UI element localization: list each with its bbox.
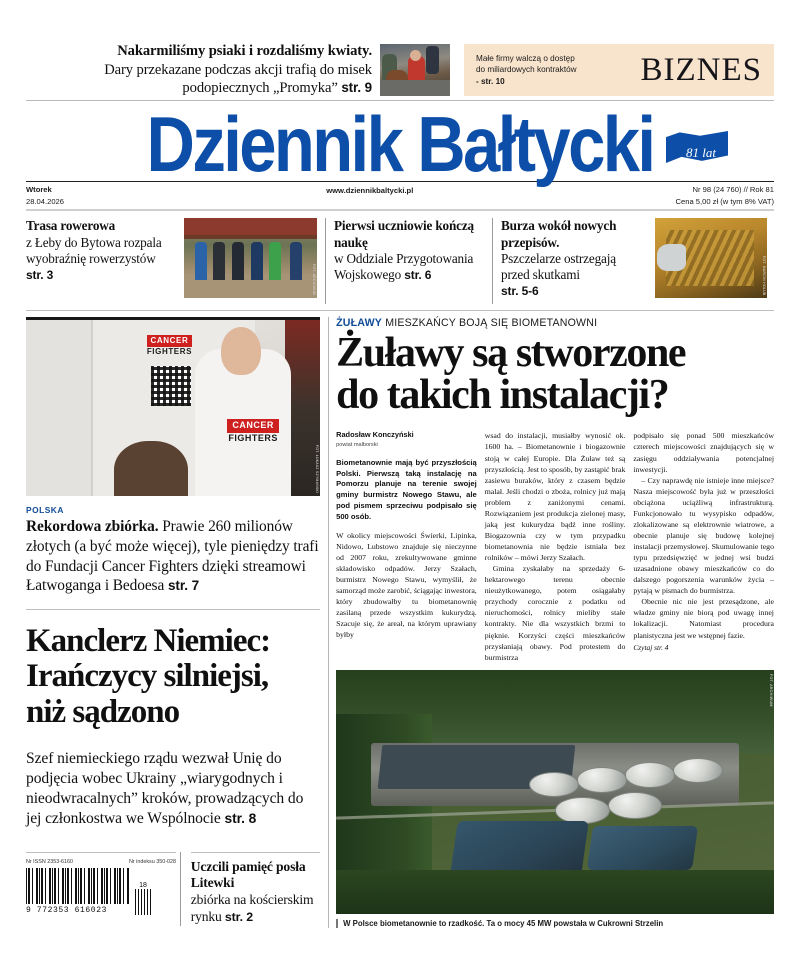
teaser-1-photo bbox=[184, 218, 317, 298]
top-teaser-line1: Nakarmiliśmy psiaki i rozdaliśmy kwiaty. bbox=[117, 43, 372, 60]
footer-teaser-rest: zbiórka na kościerskim rynku bbox=[190, 892, 314, 925]
lead-paragraph: Obecnie nic nie jest przesądzone, ale władze gminy nie biorą pod uwagę innej lokalizacji. Natomiast procedura planistyczna jest we wstępnej fazie. bbox=[633, 597, 774, 640]
photo-digester-tank bbox=[673, 758, 723, 783]
photo-credit: FOT. MARCIN HOLUB bbox=[762, 256, 766, 296]
photo-hand bbox=[657, 244, 686, 271]
teaser-2-page: str. 6 bbox=[404, 267, 432, 282]
polska-bold: Rekordowa zbiórka. bbox=[26, 518, 159, 536]
teaser-1-page: str. 3 bbox=[26, 267, 54, 282]
photo-credit: FOT. ARCHIWUM bbox=[312, 264, 316, 296]
lead-kicker-place: ŻUŁAWY bbox=[336, 317, 383, 330]
photo-person bbox=[269, 242, 281, 280]
photo-digester-tank bbox=[608, 792, 663, 820]
photo-digester-tank bbox=[625, 762, 675, 787]
issue-number-label: Nr 98 (24 760) // Rok 81 bbox=[692, 185, 774, 195]
polska-text-body: Prawie 260 milionów złotych (a być może więcej), tyle pieniędzy trafi do Fundacji Cancer Fighters dzięki streamowi Łatwoganga i Bedoesa bbox=[26, 518, 319, 595]
teaser-1-rest: z Łeby do Bytowa rozpala wyobraźnię rowerzystów bbox=[26, 234, 162, 266]
infobar-rule-bottom bbox=[26, 209, 774, 211]
website-link[interactable]: www.dziennikbaltycki.pl bbox=[326, 186, 414, 196]
lead-body-columns bbox=[336, 430, 774, 662]
anniversary-label: 81 lat bbox=[686, 145, 716, 160]
photo-treeline-bottom bbox=[336, 870, 774, 914]
teaser-item-1[interactable] bbox=[26, 218, 178, 304]
barcode-addon-group bbox=[135, 882, 151, 915]
teaser-2-text bbox=[334, 218, 484, 282]
barcode-container bbox=[26, 868, 176, 915]
kanclerz-lede bbox=[26, 749, 320, 830]
date-label: 28.04.2026 bbox=[26, 196, 65, 206]
footer-teaser[interactable] bbox=[181, 852, 320, 926]
lead-paragraph: W okolicy miejscowości Świerki, Lipinka, Nidowo, Lubstowo znajduje się nieczynne od 2007 roku, zrekultywowane gminne składowisko odpadów. Jerzy Szałach, burmistrz Nowego Stawu, wymyślił, że samorząd może zarobić, ściągając inwestora, który zbudowałby tu biometanownię zasilaną przede wszystkim kukurydzą. Szacuje się, że areał, na którym uprawiany byłby bbox=[336, 530, 477, 640]
section-divider bbox=[26, 310, 774, 311]
photo-digester-tank bbox=[577, 767, 627, 792]
shirt-fighters-text: FIGHTERS bbox=[228, 432, 278, 443]
top-teaser-text[interactable] bbox=[26, 44, 380, 96]
lead-headline[interactable] bbox=[336, 330, 774, 419]
photo-roof bbox=[184, 218, 317, 236]
left-divider bbox=[26, 609, 320, 610]
photo-lagoon bbox=[451, 821, 590, 875]
biznes-page: - str. 10 bbox=[476, 76, 505, 86]
weekday-label: Wtorek bbox=[26, 185, 52, 195]
biznes-line2: do miliardowych kontraktów bbox=[476, 65, 577, 75]
teaser-item-3[interactable] bbox=[501, 218, 774, 304]
top-teaser-page: str. 9 bbox=[341, 80, 372, 96]
issue-price-block bbox=[676, 184, 774, 207]
top-teaser-line2: Dary przekazane podczas akcji trafią do misek bbox=[104, 61, 372, 78]
footer-row bbox=[26, 852, 320, 926]
main-content-grid bbox=[26, 317, 774, 928]
photo-roof-edge bbox=[184, 235, 317, 239]
teaser-item-2[interactable] bbox=[334, 218, 492, 304]
photo-floor bbox=[380, 80, 450, 96]
photo-credit: FOT. ARCHIWUM bbox=[769, 673, 773, 707]
shirt-cancer-text: CANCER bbox=[227, 419, 279, 433]
footer-teaser-page: str. 2 bbox=[224, 910, 253, 925]
top-promo-strip bbox=[0, 0, 800, 96]
photo-person bbox=[232, 242, 244, 280]
kanclerz-page: str. 8 bbox=[224, 811, 257, 827]
caption-text: W Polsce biometanownie to rzadkość. Ta o mocy 45 MW powstała w Cukrowni Strzelin bbox=[343, 918, 664, 928]
lead-column-1 bbox=[336, 430, 477, 662]
barcode-addon-icon bbox=[135, 889, 151, 915]
kanclerz-headline-line3: niż sądzono bbox=[26, 693, 180, 730]
teaser-3-text bbox=[501, 218, 647, 298]
teaser-3-rest: Pszczelarze ostrzegają przed skutkami bbox=[501, 250, 616, 282]
cancer-fighters-logo bbox=[147, 335, 193, 359]
lead-paragraph: – Czy naprawdę nie istnieje inne miejsce? Nasza miejscowość była już w przeszłości obciążona uciążliwą infrastrukturą. Funkcjonowało tu wysypisko odpadów, zlokalizowane są elektrownie wiatrowe, a obecnie planuje się budowę kolejnej instalacji przemysłowej. Skumulowanie tego typu przedsięwzięć w jednej wsi budzi uzasadnione obawy mieszkańców co do dalszego pogorszenia warunków życia – pytają w pismach do burmistrza. bbox=[633, 475, 774, 596]
barcode-block bbox=[26, 852, 176, 926]
lead-paragraph: Gmina zyskałaby na sprzedaży 6-hektarowego terenu obecnie nieużytkowanego, potem osiągałaby przychody corocznie z podatku od nieruchomości, rolnicy mieliby stałe kontrakty. Nie dla wszystkich brzmi to pięknie. Korzyści części mieszkańców przysłaniają obawy. Pod protestem do burmistrza bbox=[484, 564, 626, 662]
polska-teaser[interactable] bbox=[26, 517, 320, 595]
photo-person bbox=[290, 242, 302, 280]
masthead-title: Dziennik Bałtycki bbox=[146, 101, 654, 189]
logo-cancer-text: CANCER bbox=[147, 335, 193, 348]
photo-person bbox=[213, 242, 225, 280]
footer-teaser-divider bbox=[191, 852, 320, 853]
barcode-main-group bbox=[26, 868, 130, 915]
teaser-2-bold: Pierwsi uczniowie kończą naukę bbox=[334, 218, 474, 250]
teaser-3-photo bbox=[655, 218, 767, 298]
lead-story bbox=[336, 317, 774, 928]
qr-code-icon bbox=[151, 366, 191, 406]
kanclerz-headline-line1: Kanclerz Niemiec: bbox=[26, 622, 271, 659]
cancer-fighters-photo bbox=[26, 317, 320, 496]
kanclerz-headline[interactable] bbox=[26, 624, 320, 731]
teaser-3-page: str. 5-6 bbox=[501, 283, 539, 298]
teaser-divider bbox=[492, 218, 493, 304]
biznes-promo-box[interactable] bbox=[464, 44, 774, 96]
photo-second-person bbox=[114, 441, 188, 496]
polska-page: str. 7 bbox=[167, 578, 200, 594]
top-teaser-line3-text: podopiecznych „Promyka” bbox=[182, 80, 338, 97]
issue-date-block bbox=[26, 184, 64, 207]
index-label: Nr indeksu 350-028 bbox=[128, 858, 176, 865]
read-more-link[interactable]: Czytaj str. 4 bbox=[633, 642, 669, 652]
teaser-row bbox=[26, 218, 774, 304]
barcode-icon bbox=[26, 868, 130, 904]
photo-figure bbox=[426, 46, 439, 74]
lead-aerial-photo bbox=[336, 670, 774, 914]
photo-credit: FOT. ŁUKASZ SZYMAŃSKI bbox=[315, 445, 319, 494]
lead-kicker bbox=[336, 317, 774, 329]
photo-person bbox=[251, 242, 263, 280]
issn-label: Nr ISSN 2353-6160 bbox=[26, 858, 74, 865]
biznes-wordmark: BIZNES bbox=[640, 51, 762, 88]
top-teaser-line3 bbox=[26, 79, 372, 98]
photo-person bbox=[195, 242, 207, 280]
teaser-2-rest: w Oddziale Przygotowania Wojskowego bbox=[334, 250, 474, 282]
lead-paragraph: wsad do instalacji, musiałby wynosić ok. 1600 ha. – Biometanownie i biogazownie stoją w całej Europie. Dla Żuław też są przyszłością. Jest to sposób, by zastąpić brak zasiewu buraków, który z czasem będzie malał. Jeśli chodzi o zboża, rolnicy już mają problem z zaniżonymi cenami. Rozwiązaniem jest produkcja zielonej masy, jaką jest kukurydza bądź inne rośliny. Biogazownia czy w tym przypadku biometanownia nie będzie istniała bez rolników – mówi Jerzy Szałach. bbox=[484, 431, 626, 563]
teaser-1-text bbox=[26, 218, 168, 282]
barcode-number: 9 772353 616023 bbox=[26, 905, 108, 915]
footer-divider bbox=[26, 852, 176, 853]
lead-paragraph: podpisało się ponad 500 mieszkańców czterech miejscowości znajdujących się w zasięgu oddziaływania potencjalnej inwestycji. bbox=[633, 431, 774, 474]
photo-figure-head bbox=[410, 50, 421, 61]
lead-headline-line2: do takich instalacji? bbox=[336, 372, 669, 419]
photo-person-head bbox=[221, 327, 261, 375]
lead-headline-line1: Żuławy są stworzone bbox=[336, 330, 686, 377]
teaser-divider bbox=[325, 218, 326, 304]
byline-author: Radosław Konczyński bbox=[336, 430, 414, 440]
left-column bbox=[26, 317, 320, 928]
lead-kicker-rest: MIESZKAŃCY BOJĄ SIĘ BIOMETANOWNI bbox=[385, 317, 598, 330]
lead-standfirst: Biometanownie mają być przyszłością Polski. Pierwszą taką instalację na Pomorzu planuje na terenie swojej gminy burmistrz Nowego Stawu, ale pod pismem sprzeciwu podpisało się 500 osób. bbox=[336, 457, 477, 521]
lead-column-3 bbox=[633, 430, 774, 662]
logo-fighters-text: FIGHTERS bbox=[146, 347, 193, 357]
footer-teaser-text bbox=[191, 859, 320, 926]
biznes-teaser-text bbox=[476, 53, 641, 88]
barcode-suffix: 18 bbox=[139, 881, 147, 889]
photo-lagoon bbox=[587, 826, 698, 870]
teaser-1-bold: Trasa rowerowa bbox=[26, 218, 116, 234]
masthead[interactable] bbox=[0, 101, 800, 189]
byline-role: powiat malborski bbox=[336, 441, 378, 448]
kanclerz-headline-line2: Irańczycy silniejsi, bbox=[26, 658, 269, 695]
polska-kicker: POLSKA bbox=[26, 505, 64, 516]
kanclerz-lede-text: Szef niemieckiego rządu wezwał Unię do podjęcia wobec Ukrainy „wiarygodnych i nieodwracalnych” kroków, prowadzących do jej członkostwa we Wspólnocie bbox=[26, 749, 304, 828]
photo-wall-panel bbox=[26, 320, 93, 496]
price-label: Cena 5,00 zł (w tym 8% VAT) bbox=[675, 196, 774, 206]
issn-row bbox=[26, 859, 176, 865]
lead-photo-caption bbox=[336, 919, 774, 928]
biznes-line1: Małe firmy walczą o dostęp bbox=[476, 53, 575, 63]
footer-teaser-bold: Uczcili pamięć posła Litewki bbox=[190, 858, 306, 891]
shirt-logo bbox=[227, 419, 279, 444]
top-teaser-photo bbox=[380, 44, 450, 96]
teaser-3-bold: Burza wokół nowych przepisów. bbox=[501, 218, 617, 250]
lead-column-2 bbox=[485, 430, 626, 662]
caption-marker bbox=[336, 919, 338, 928]
